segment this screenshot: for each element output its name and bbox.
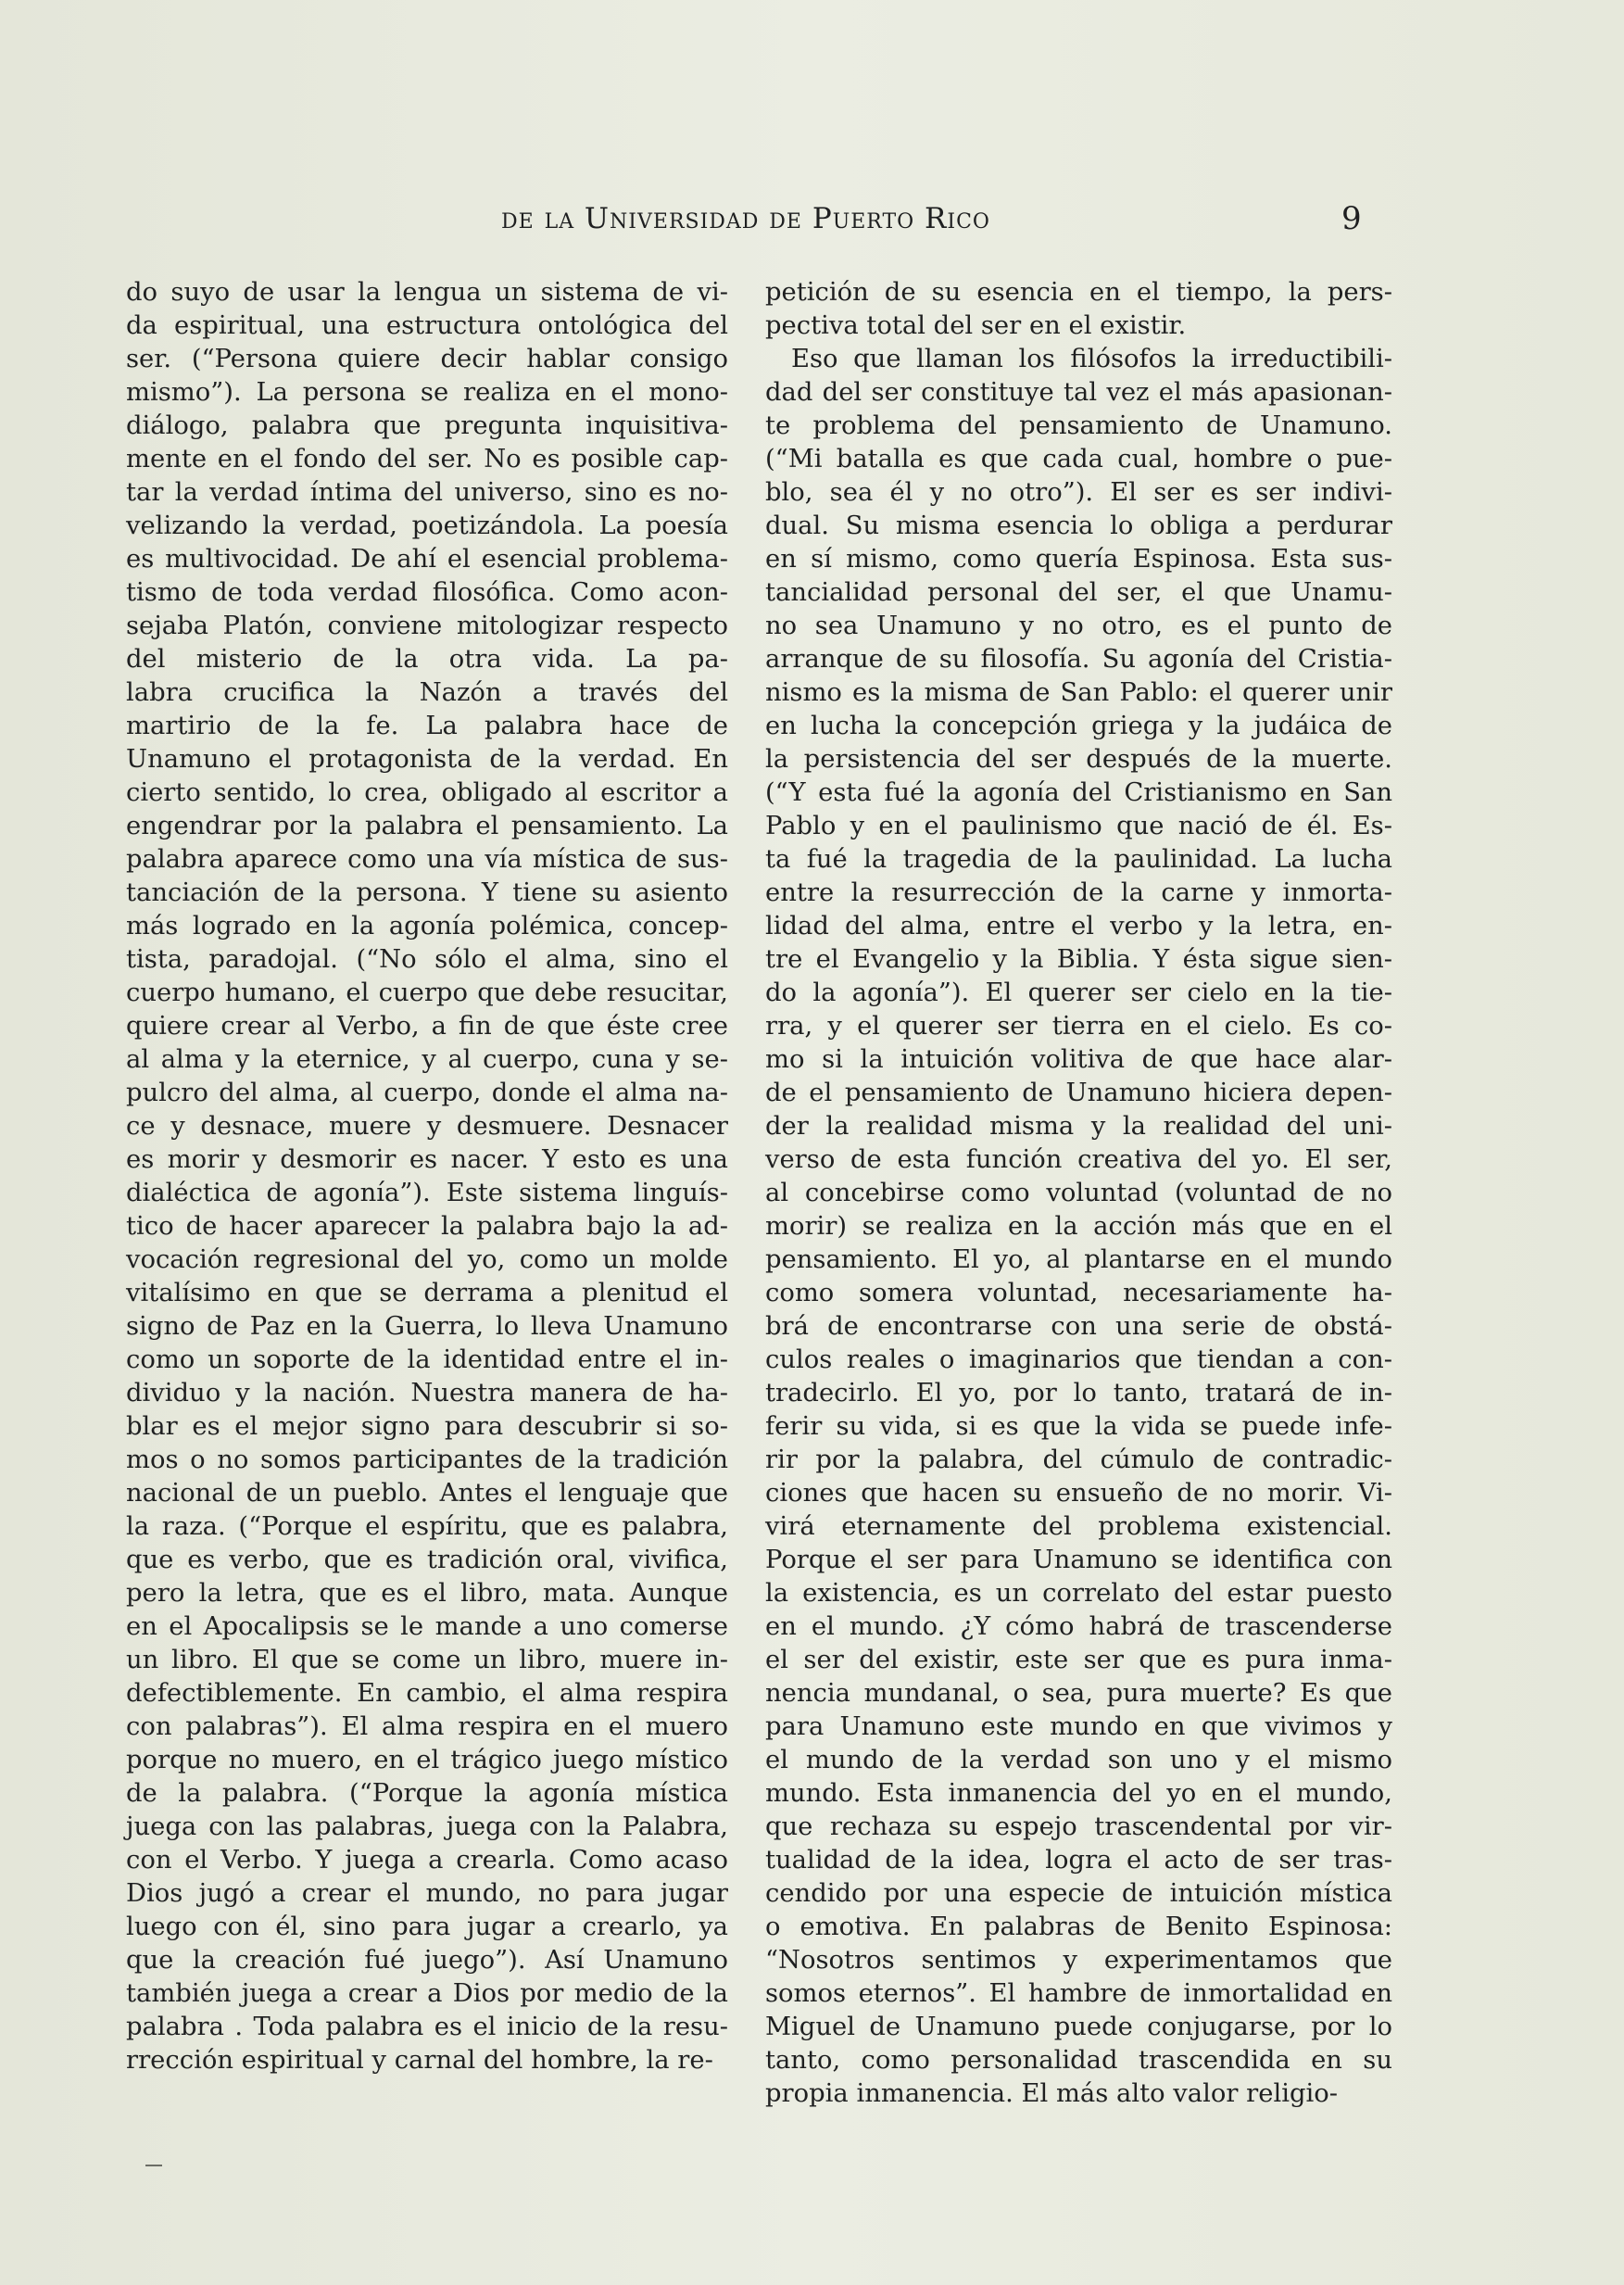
text-line: rir por la palabra, del cúmulo de contradic-: [765, 1445, 1392, 1474]
text-line: dividuo y la nación. Nuestra manera de ha-: [126, 1379, 728, 1408]
text-line: un libro. El que se come un libro, muere in-: [126, 1646, 728, 1674]
text-line: como somera voluntad, necesariamente ha-: [765, 1279, 1392, 1307]
text-line: quiere crear al Verbo, a fin de que éste cree: [126, 1012, 728, 1041]
text-line: mos o no somos participantes de la tradición: [126, 1445, 728, 1474]
text-line: tar la verdad íntima del universo, sino es no-: [126, 478, 728, 507]
page-number: 9: [1341, 200, 1362, 237]
text-line: petición de su esencia en el tiempo, la pers-: [765, 278, 1392, 307]
text-line: defectiblemente. En cambio, el alma respira: [126, 1679, 728, 1708]
text-line: tista, paradojal. (“No sólo el alma, sino el: [126, 945, 728, 974]
text-line: mo si la intuición volitiva de que hace alar-: [765, 1045, 1392, 1074]
text-line: que rechaza su espejo trascendental por vir-: [765, 1812, 1392, 1841]
text-line: cuerpo humano, el cuerpo que debe resucitar,: [126, 978, 728, 1007]
text-line: Eso que llaman los filósofos la irreductibili-: [791, 345, 1392, 373]
text-line: más logrado en la agonía polémica, concep-: [126, 912, 728, 941]
text-line: para Unamuno este mundo en que vivimos y: [765, 1712, 1392, 1741]
text-line: dual. Su misma esencia lo obliga a perdurar: [765, 511, 1392, 540]
text-line: porque no muero, en el trágico juego místico: [126, 1746, 728, 1774]
text-line: al concebirse como voluntad (voluntad de no: [765, 1179, 1392, 1207]
text-line: tancialidad personal del ser, el que Unamu-: [765, 578, 1392, 607]
text-line: do la agonía”). El querer ser cielo en la tie-: [765, 978, 1392, 1007]
right-column: [765, 276, 1392, 2111]
text-line: pero la letra, que es el libro, mata. Aunque: [126, 1579, 728, 1608]
text-line: mundo. Esta inmanencia del yo en el mundo,: [765, 1779, 1392, 1808]
left-column: [126, 276, 728, 2077]
text-line: culos reales o imaginarios que tiendan a con-: [765, 1345, 1392, 1374]
text-line: pensamiento. El yo, al plantarse en el mundo: [765, 1245, 1392, 1274]
text-line: que es verbo, que es tradición oral, vivifica,: [126, 1546, 728, 1574]
text-line: de el pensamiento de Unamuno hiciera depen-: [765, 1079, 1392, 1107]
text-line: vocación regresional del yo, como un molde: [126, 1245, 728, 1274]
text-line: que la creación fué juego”). Así Unamuno: [126, 1946, 728, 1975]
text-line: diálogo, palabra que pregunta inquisitiva-: [126, 411, 728, 440]
text-line: Miguel de Unamuno puede conjugarse, por lo: [765, 2013, 1392, 2041]
text-line: el ser del existir, este ser que es pura inma-: [765, 1646, 1392, 1674]
text-line: labra crucifica la Nazón a través del: [126, 678, 728, 707]
text-line: la persistencia del ser después de la muerte.: [765, 745, 1392, 774]
text-line: juega con las palabras, juega con la Palabra,: [126, 1812, 728, 1841]
text-line: rrección espiritual y carnal del hombre, la re-: [126, 2046, 713, 2075]
text-line: pectiva total del ser en el existir.: [765, 311, 1187, 340]
text-line: con palabras”). El alma respira en el muero: [126, 1712, 728, 1741]
running-header: de la Universidad de Puerto Rico: [501, 202, 990, 235]
text-line: somos eternos”. El hambre de inmortalidad en: [765, 1979, 1392, 2008]
text-line: virá eternamente del problema existencial.: [765, 1512, 1392, 1541]
text-line: nencia mundanal, o sea, pura muerte? Es que: [765, 1679, 1392, 1708]
text-line: vitalísimo en que se derrama a plenitud el: [126, 1279, 728, 1307]
text-line: brá de encontrarse con una serie de obstá-: [765, 1312, 1392, 1341]
text-line: no sea Unamuno y no otro, es el punto de: [765, 612, 1392, 640]
text-line: ce y desnace, muere y desmuere. Desnacer: [126, 1112, 728, 1141]
text-line: ferir su vida, si es que la vida se puede infe-: [765, 1412, 1392, 1441]
text-line: tico de hacer aparecer la palabra bajo la ad-: [126, 1212, 728, 1241]
text-line: (“Y esta fué la agonía del Cristianismo en San: [765, 778, 1392, 807]
text-line: palabra . Toda palabra es el inicio de la resu-: [126, 2013, 728, 2041]
text-line: (“Mi batalla es que cada cual, hombre o pue-: [765, 445, 1392, 473]
text-line: también juega a crear a Dios por medio de la: [126, 1979, 728, 2008]
text-line: blo, sea él y no otro”). El ser es ser indivi-: [765, 478, 1392, 507]
text-line: con el Verbo. Y juega a crearla. Como acaso: [126, 1846, 728, 1875]
text-line: do suyo de usar la lengua un sistema de vi-: [126, 278, 728, 307]
text-line: “Nosotros sentimos y experimentamos que: [765, 1946, 1392, 1975]
text-line: tre el Evangelio y la Biblia. Y ésta sigue sien-: [765, 945, 1392, 974]
text-line: nacional de un pueblo. Antes el lenguaje que: [126, 1479, 728, 1508]
text-line: dad del ser constituye tal vez el más apasionan-: [765, 378, 1392, 407]
text-line: cendido por una especie de intuición mística: [765, 1879, 1392, 1908]
text-line: la raza. (“Porque el espíritu, que es palabra,: [126, 1512, 728, 1541]
text-line: signo de Paz en la Guerra, lo lleva Unamuno: [126, 1312, 728, 1341]
text-line: es morir y desmorir es nacer. Y esto es una: [126, 1145, 728, 1174]
text-line: tanto, como personalidad trascendida en su: [765, 2046, 1392, 2075]
text-line: propia inmanencia. El más alto valor religio-: [765, 2079, 1339, 2108]
text-line: te problema del pensamiento de Unamuno.: [765, 411, 1392, 440]
text-line: blar es el mejor signo para descubrir si so-: [126, 1412, 728, 1441]
text-line: del misterio de la otra vida. La pa-: [126, 645, 728, 674]
text-line: sejaba Platón, conviene mitologizar respecto: [126, 612, 728, 640]
text-line: mismo”). La persona se realiza en el mono-: [126, 378, 728, 407]
text-line: ta fué la tragedia de la paulinidad. La lucha: [765, 845, 1392, 874]
text-line: der la realidad misma y la realidad del uni-: [765, 1112, 1392, 1141]
text-line: dialéctica de agonía”). Este sistema linguís-: [126, 1179, 728, 1207]
text-line: tanciación de la persona. Y tiene su asiento: [126, 878, 728, 907]
text-line: martirio de la fe. La palabra hace de: [126, 712, 728, 740]
text-line: o emotiva. En palabras de Benito Espinosa:: [765, 1913, 1392, 1941]
text-line: Dios jugó a crear el mundo, no para jugar: [126, 1879, 728, 1908]
text-line: cierto sentido, lo crea, obligado al escritor a: [126, 778, 728, 807]
page-mark: [145, 2165, 162, 2166]
text-line: palabra aparece como una vía mística de sus-: [126, 845, 728, 874]
text-line: velizando la verdad, poetizándola. La poesía: [126, 511, 728, 540]
text-line: tradecirlo. El yo, por lo tanto, tratará de in-: [765, 1379, 1392, 1408]
text-line: en el Apocalipsis se le mande a uno comerse: [126, 1612, 728, 1641]
text-line: el mundo de la verdad son uno y el mismo: [765, 1746, 1392, 1774]
text-line: ser. (“Persona quiere decir hablar consigo: [126, 345, 728, 373]
text-line: en el mundo. ¿Y cómo habrá de trascenderse: [765, 1612, 1392, 1641]
text-line: engendrar por la palabra el pensamiento. La: [126, 812, 728, 840]
text-line: de la palabra. (“Porque la agonía mística: [126, 1779, 728, 1808]
text-line: como un soporte de la identidad entre el in-: [126, 1345, 728, 1374]
text-line: Unamuno el protagonista de la verdad. En: [126, 745, 728, 774]
text-line: al alma y la eternice, y al cuerpo, cuna y se-: [126, 1045, 728, 1074]
text-line: verso de esta función creativa del yo. El ser,: [765, 1145, 1392, 1174]
text-line: mente en el fondo del ser. No es posible cap-: [126, 445, 728, 473]
text-line: rra, y el querer ser tierra en el cielo. Es co-: [765, 1012, 1392, 1041]
text-line: Porque el ser para Unamuno se identifica con: [765, 1546, 1392, 1574]
text-line: morir) se realiza en la acción más que en el: [765, 1212, 1392, 1241]
text-line: tualidad de la idea, logra el acto de ser tras-: [765, 1846, 1392, 1875]
text-line: da espiritual, una estructura ontológica del: [126, 311, 728, 340]
text-line: es multivocidad. De ahí el esencial problema-: [126, 545, 728, 574]
text-line: pulcro del alma, al cuerpo, donde el alma na-: [126, 1079, 728, 1107]
text-line: tismo de toda verdad filosófica. Como acon-: [126, 578, 728, 607]
text-line: nismo es la misma de San Pablo: el querer unir: [765, 678, 1392, 707]
text-line: en sí mismo, como quería Espinosa. Esta sus-: [765, 545, 1392, 574]
text-line: luego con él, sino para jugar a crearlo, ya: [126, 1913, 728, 1941]
text-line: ciones que hacen su ensueño de no morir. Vi-: [765, 1479, 1392, 1508]
text-line: lidad del alma, entre el verbo y la letra, en-: [765, 912, 1392, 941]
text-line: Pablo y en el paulinismo que nació de él. Es-: [765, 812, 1392, 840]
text-line: arranque de su filosofía. Su agonía del Cristia-: [765, 645, 1392, 674]
text-line: la existencia, es un correlato del estar puesto: [765, 1579, 1392, 1608]
text-line: en lucha la concepción griega y la judáica de: [765, 712, 1392, 740]
text-line: entre la resurrección de la carne y inmorta-: [765, 878, 1392, 907]
